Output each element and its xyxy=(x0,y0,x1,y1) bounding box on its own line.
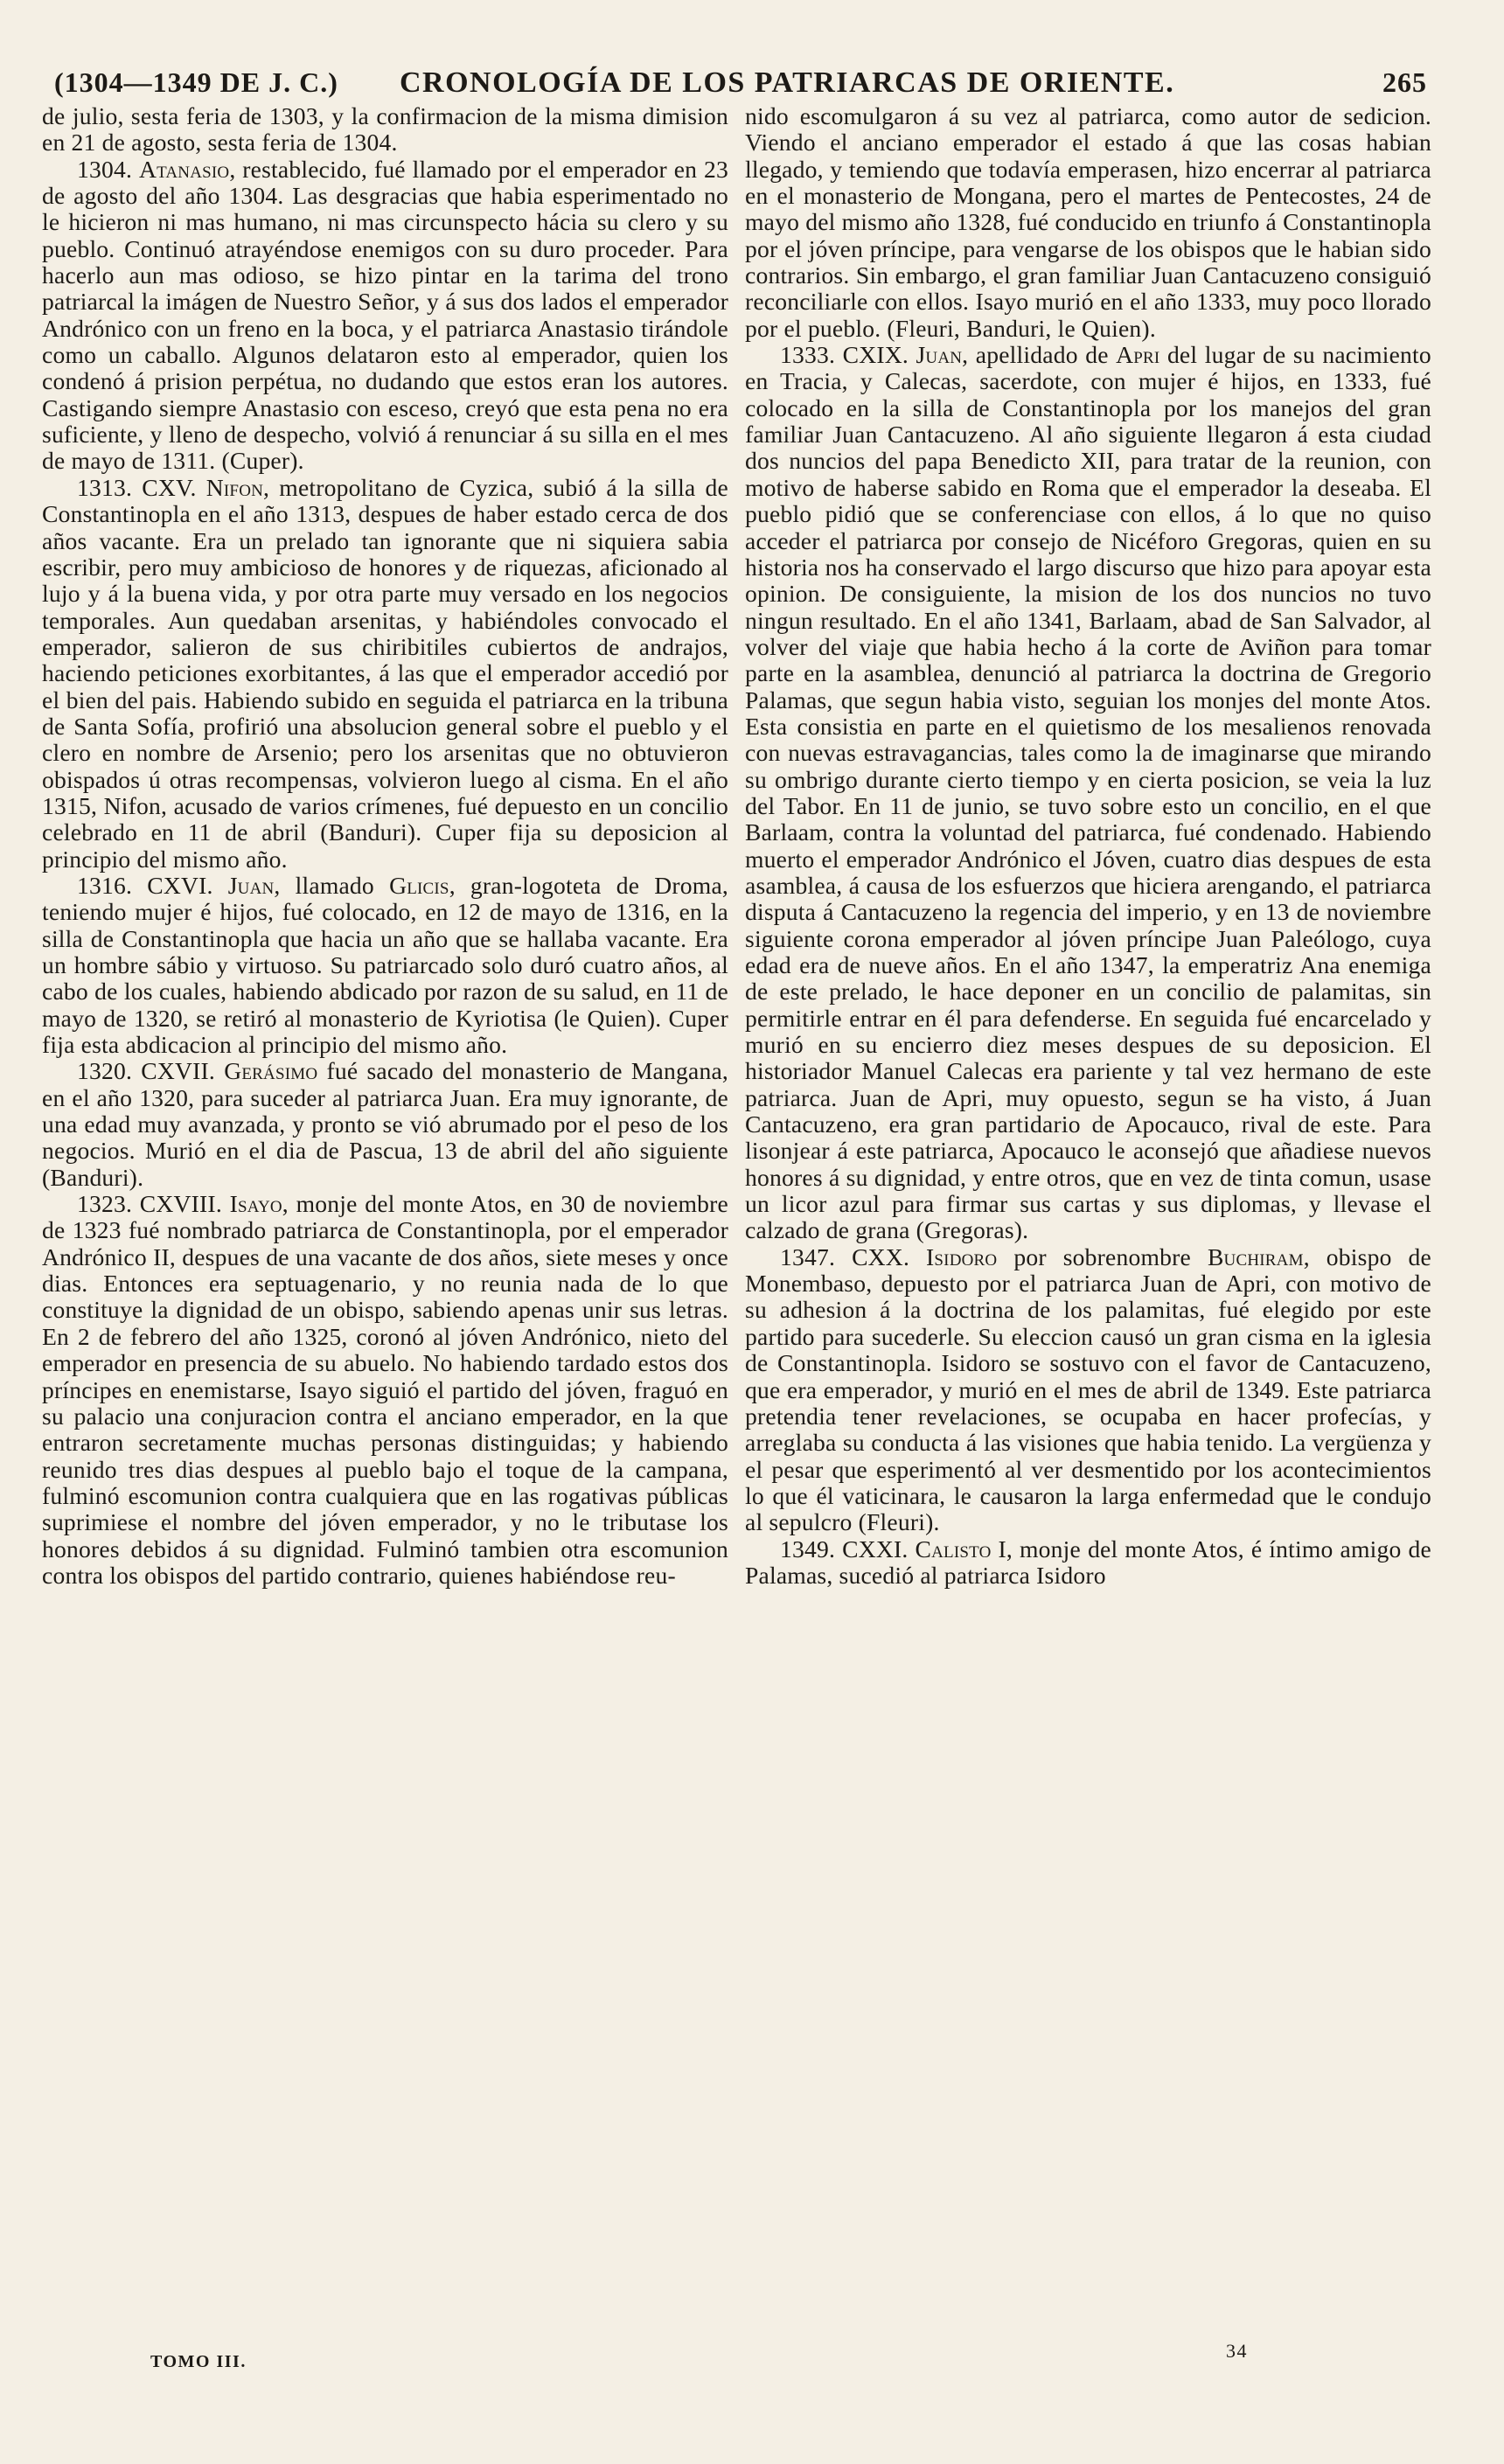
entry-number: CXVII. xyxy=(141,1057,216,1085)
date-range: (1304—1349 DE J. C.) xyxy=(54,66,338,98)
entry-text: fué sacado del monasterio de Mangana, en el año 1320, para suceder al patriarca Juan. Era muy ignorante, de una edad muy avanzada, y pronto se vió abrumado por el peso de los negocios. Murió en el dia de Pascua, 13 de abril del año siguiente (Banduri). xyxy=(42,1057,728,1191)
entry-juan-apri xyxy=(745,342,1431,1244)
entry-number: CXVI. xyxy=(147,871,213,899)
entry-nifon xyxy=(42,475,728,873)
entry-text-a: llamado xyxy=(295,871,374,899)
paragraph: de julio, sesta feria de 1303, y la confirmacion de la misma dimision en 21 de agosto, sesta feria de 1304. xyxy=(42,103,728,157)
entry-calisto xyxy=(745,1536,1431,1590)
entry-year: 1320. xyxy=(77,1057,133,1085)
entry-name: Atanasio, xyxy=(138,155,236,183)
entry-name: Juan, xyxy=(227,871,281,899)
entry-year: 1347. xyxy=(780,1242,836,1270)
entry-name: Isidoro xyxy=(926,1242,998,1270)
entry-year: 1323. xyxy=(77,1190,133,1218)
entry-isidoro xyxy=(745,1244,1431,1536)
entry-text: metropolitano de Cyzica, subió á la silla de Constantinopla en el año 1313, despues de haber estado cerca de dos años vacante. Era un prelado tan ignorante que ni siquiera sabia escribir, pero muy ambicioso de honores y de riquezas, aficionado al lujo y á la buena vida, y por otra parte muy versado en los negocios temporales. Aun quedaban arsenitas, y habiéndoles convocado el emperador, salieron de sus chiribitiles cubiertos de andrajos, haciendo peticiones exorbitantes, á las que el emperador accedió por el bien del pais. Habiendo subido en seguida el patriarca en la tribuna de Santa Sofía, profirió una absolucion general sobre el pueblo y el clero en nombre de Arsenio; pero los arsenitas que no obtuvieron obispados ú otras recompensas, volvieron luego al cisma. En el año 1315, Nifon, acusado de varios crímenes, fué depuesto en un concilio celebrado en 11 de abril (Banduri). Cuper fija su deposicion al principio del mismo año. xyxy=(42,473,728,873)
entry-text: del lugar de su nacimiento en Tracia, y Calecas, sacerdote, con mujer é hijos, en 1333, fué colocado en la silla de Constantinopla por los manejos del gran familiar Juan Cantacuzeno. Al año siguiente llegaron á esta ciudad dos nuncios del papa Benedicto XII, para tratar de la reunion, con motivo de haberse sabido en Roma que el emperador la deseaba. El pueblo pidió que se conferenciase con ellos, á lo que no quiso acceder el patriarca por consejo de Nicéforo Gregoras, quien en su historia nos ha conservado el largo discurso que hizo para apoyar esta opinion. De consiguiente, la mision de los dos nuncios no tuvo ningun resultado. En el año 1341, Barlaam, abad de San Salvador, al volver del viaje que habia hecho á la corte de Aviñon para tomar parte en la asamblea, denunció al patriarca la doctrina de Gregorio Palamas, que segun habia visto, seguian los monjes del monte Atos. Esta consistia en parte en el quietismo de los mesalienos renovada con nuevas estravagancias, tales como la de imaginarse que mirando su ombrigo durante cierto tiempo y en cierta posicion, se veia la luz del Tabor. En 11 de junio, se tuvo sobre esto un concilio, en el que Barlaam, contra la voluntad del patriarca, fué condenado. Habiendo muerto el emperador Andrónico el Jóven, cuatro dias despues de esta asamblea, á causa de los esfuerzos que hiciera arengando, el patriarca disputa á Cantacuzeno la regencia del imperio, y en 13 de noviembre siguiente corona emperador al jóven príncipe Juan Paleólogo, cuya edad era de nueve años. En el año 1347, la emperatriz Ana enemiga de este prelado, le hace deponer en un concilio de palamitas, sin permitirle entrar en él para defenderse. En seguida fué encarcelado y murió en su encierro diez meses despues de su deposicion. El historiador Manuel Calecas era pariente y tal vez hermano de este patriarca. Juan de Apri, muy opuesto, segun se ha visto, á Juan Cantacuzeno, era gran partidario de Apocauco, rival de este. Para lisonjear á este patriarca, Apocauco le aconsejó que añadiese nuevos honores á su dignidad, y entre otros, que en vez de tinta comun, usase un licor azul para firmar sus cartas y sus diplomas, y llevase el calzado de grana (Gregoras). xyxy=(745,341,1431,1244)
entry-year: 1349. xyxy=(780,1535,836,1563)
page-title: CRONOLOGÍA DE LOS PATRIARCAS DE ORIENTE. xyxy=(400,66,1175,99)
entry-text: monje del monte Atos, é íntimo amigo de Palamas, sucedió al patriarca Isidoro xyxy=(745,1535,1431,1589)
entry-name: Isayo, xyxy=(229,1190,289,1218)
entry-text-a: apellidado de xyxy=(975,341,1109,369)
entry-name-2: Glicis, xyxy=(389,871,456,899)
entry-text: gran-logoteta de Droma, teniendo mujer é hijos, fué colocado, en 12 de mayo de 1316, en la silla de Constantinopla que hacia un año que se hallaba vacante. Era un hombre sábio y virtuoso. Su patriarcado solo duró cuatro años, al cabo de los cuales, habiendo abdicado por razon de su salud, en 11 de mayo de 1320, se retiró al monasterio de Kyriotisa (le Quien). Cuper fija esta abdicacion al principio del mismo año. xyxy=(42,871,728,1059)
gathering-signature: 34 xyxy=(1226,2340,1248,2362)
entry-number: CXV. xyxy=(142,473,197,501)
entry-name-2: Apri xyxy=(1116,341,1160,369)
left-column xyxy=(42,103,728,2350)
page-number: 265 xyxy=(1382,66,1427,98)
entry-atanasio xyxy=(42,157,728,475)
paragraph: nido escomulgaron á su vez al patriarca, como autor de sedicion. Viendo el anciano emperador el estado á que las cosas habian llegado, y temiendo que todavía emperasen, hizo encerrar al patriarca en el monasterio de Mongana, pero el martes de Pentecostes, 24 de mayo del mismo año 1328, fué conducido en triunfo á Constantinopla por el jóven príncipe, para vengarse de los obispos que le habian sido contrarios. Sin embargo, el gran familiar Juan Cantacuzeno consiguió reconciliarle con ellos. Isayo murió en el año 1333, muy poco llorado por el pueblo. (Fleuri, Banduri, le Quien). xyxy=(745,103,1431,342)
entry-text-a: por sobrenombre xyxy=(1013,1242,1191,1270)
volume-signature: TOMO III. xyxy=(150,2352,247,2371)
entry-name-2: Buchiram, xyxy=(1207,1242,1310,1270)
running-head xyxy=(54,66,1427,101)
entry-year: 1333. xyxy=(780,341,836,369)
entry-year: 1304. xyxy=(77,155,133,183)
right-column xyxy=(745,103,1431,2350)
entry-gerasimo xyxy=(42,1058,728,1191)
entry-text: restablecido, fué llamado por el emperador en 23 de agosto del año 1304. Las desgracias que habia esperimentado no le hicieron ni mas humano, ni mas circunspecto hácia su clero y su pueblo. Continuó atrayéndose enemigos con su duro proceder. Para hacerlo aun mas odioso, se hizo pintar en la tarima del trono patriarcal la imágen de Nuestro Señor, y á sus dos lados el emperador Andrónico con un freno en la boca, y el patriarca Anastasio tirándole como un caballo. Algunos delataron esto al emperador, quien los condenó á prision perpétua, no dudando que estos eran los autores. Castigando siempre Anastasio con esceso, creyó que esta pena no era suficiente, y lleno de despecho, volvió á renunciar á su silla en el mes de mayo de 1311. (Cuper). xyxy=(42,155,728,475)
entry-name: Nifon, xyxy=(205,473,270,501)
entry-name: Gerásimo xyxy=(224,1057,318,1085)
entry-year: 1316. xyxy=(77,871,133,899)
entry-isayo xyxy=(42,1191,728,1589)
entry-number: CXVIII. xyxy=(139,1190,222,1218)
entry-juan-glicis xyxy=(42,873,728,1058)
entry-number: CXXI. xyxy=(842,1535,909,1563)
entry-number: CXX. xyxy=(852,1242,910,1270)
entry-name: Calisto I, xyxy=(915,1535,1013,1563)
entry-number: CXIX. xyxy=(842,341,909,369)
entry-text: monje del monte Atos, en 30 de noviembre de 1323 fué nombrado patriarca de Constantinopla, por el emperador Andrónico II, despues de una vacante de dos años, siete meses y once dias. Entonces era septuagenario, y no reunia nada de lo que constituye la dignidad de un obispo, sabiendo apenas unir sus letras. En 2 de febrero del año 1325, coronó al jóven Andrónico, nieto del emperador en presencia de su abuelo. No habiendo tardado estos dos príncipes en enemistarse, Isayo siguió el partido del jóven, fraguó en su palacio una conjuracion contra el anciano emperador, en la que entraron secretamente muchas personas distinguidas; y habiendo reunido tres dias despues al pueblo bajo el toque de la campana, fulminó escomunion contra cualquiera que en las rogativas públicas suprimiese el nombre del jóven emperador, y no le tributase los honores debidos á su dignidad. Fulminó tambien otra escomunion contra los obispos del partido contrario, quienes habiéndose reu- xyxy=(42,1190,728,1589)
entry-name: Juan, xyxy=(916,341,969,369)
entry-year: 1313. xyxy=(77,473,133,501)
entry-text: obispo de Monembaso, depuesto por el patriarca Juan de Apri, con motivo de su adhesion á la doctrina de los palamitas, fué elegido por este partido para sucederle. Su eleccion causó un gran cisma en la iglesia de Constantinopla. Isidoro se sostuvo con el favor de Cantacuzeno, que era emperador, y murió en el mes de abril de 1349. Este patriarca pretendia tener revelaciones, se ocupaba en hacer profecías, y arreglaba su conducta á las visiones que habia tenido. La vergüenza y el pesar que esperimentó al ver desmentido por los acontecimientos lo que él vaticinara, le causaron la larga enfermedad que le condujo al sepulcro (Fleuri). xyxy=(745,1242,1431,1536)
